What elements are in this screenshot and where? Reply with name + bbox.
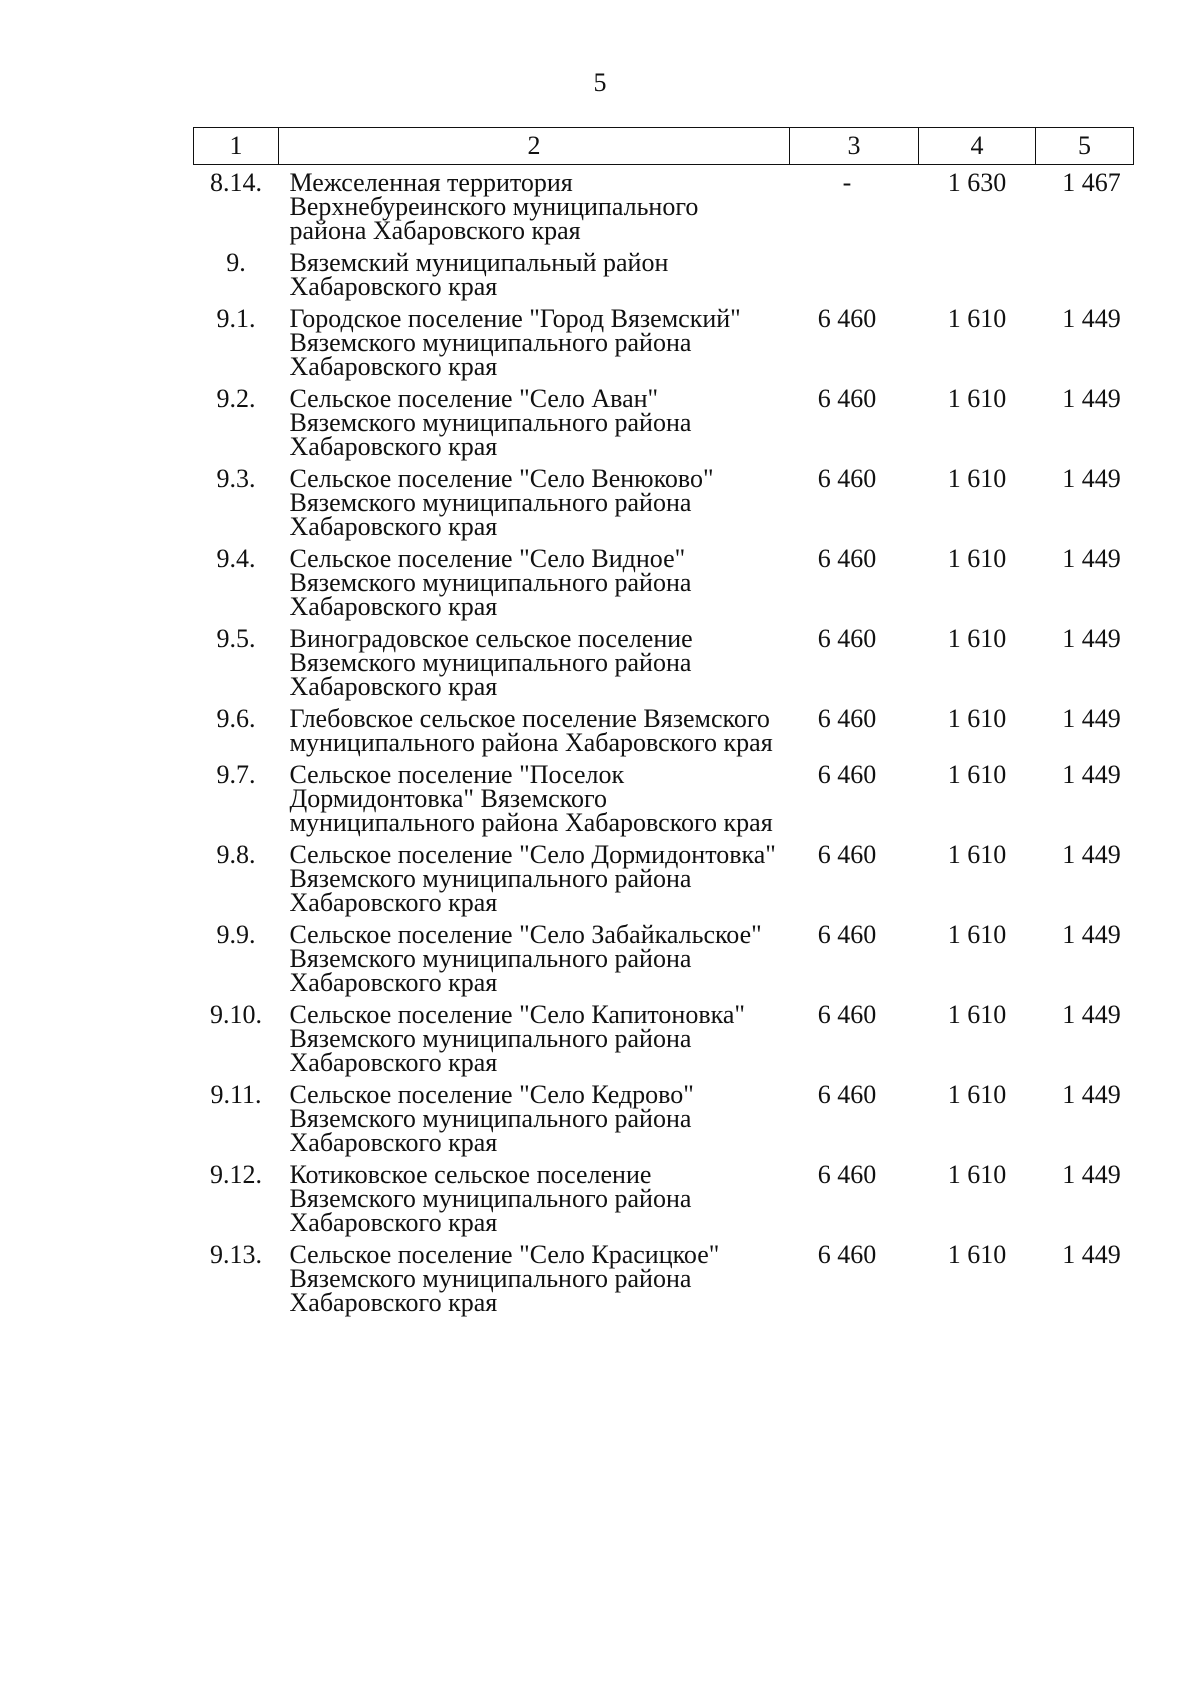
row-name: Сельское поселение "Село Видное" Вяземского муниципального района Хабаровского края [289,544,692,621]
row-name: Котиковское сельское поселение Вяземского муниципального района Хабаровского края [289,1160,692,1237]
row-number: 9.6. [216,704,256,733]
row-value-col-5: 1 449 [1062,384,1121,413]
row-number: 8.14. [210,168,262,197]
row-value-col-4: 1 630 [947,168,1007,197]
row-number: 9.4. [216,544,256,573]
row-value-col-3: - [842,168,852,197]
table-row [194,1235,1134,1315]
row-number: 9.5. [216,624,256,653]
table-row [194,1075,1134,1155]
row-number: 9.7. [216,760,256,789]
row-number: 9.13. [210,1240,262,1269]
row-value-col-5: 1 449 [1062,544,1121,573]
row-value-col-5: 1 449 [1062,1000,1121,1029]
row-number: 9.9. [216,920,256,949]
row-value-col-3: 6 460 [817,544,877,573]
row-value-col-4: 1 610 [947,384,1007,413]
row-name: Сельское поселение "Село Венюково" Вяземского муниципального района Хабаровского края [289,464,714,541]
row-value-col-5: 1 449 [1062,464,1121,493]
row-value-col-4: 1 610 [947,304,1007,333]
row-value-col-3: 6 460 [817,920,877,949]
row-value-col-3: 6 460 [817,1080,877,1109]
table-row [194,1155,1134,1235]
table-row [194,915,1134,995]
table-row [194,835,1134,915]
row-value-col-5: 1 449 [1062,704,1121,733]
row-value-col-3: 6 460 [817,1240,877,1269]
table-body [194,165,1134,1316]
row-value-col-4: 1 610 [947,1240,1007,1269]
row-value-col-3: 6 460 [817,384,877,413]
header-col-2: 2 [279,128,790,165]
row-value-col-4: 1 610 [947,1080,1007,1109]
row-name: Сельское поселение "Поселок Дормидонтовка" Вяземского муниципального района Хабаровского края [289,760,773,837]
row-value-col-3: 6 460 [817,760,877,789]
row-value-col-3: 6 460 [817,1000,877,1029]
row-value-col-3: 6 460 [817,1160,877,1189]
row-number: 9.1. [216,304,256,333]
row-value-col-4: 1 610 [947,464,1007,493]
row-value-col-5: 1 449 [1062,304,1121,333]
row-value-col-5: 1 449 [1062,1240,1121,1269]
row-value-col-4: 1 610 [947,544,1007,573]
row-name: Сельское поселение "Село Аван" Вяземского муниципального района Хабаровского края [289,384,692,461]
row-number: 9.3. [216,464,256,493]
row-value-col-5: 1 467 [1062,168,1121,197]
row-value-col-3 [790,243,919,299]
row-name: Сельское поселение "Село Красицкое" Вяземского муниципального района Хабаровского края [289,1240,720,1317]
row-number: 9.8. [216,840,256,869]
page-number: 5 [593,68,607,97]
row-value-col-5: 1 449 [1062,1160,1121,1189]
row-name: Городское поселение "Город Вяземский" Вяземского муниципального района Хабаровского края [289,304,741,381]
row-number: 9.11. [210,1080,262,1109]
row-name: Сельское поселение "Село Кедрово" Вяземского муниципального района Хабаровского края [289,1080,694,1157]
row-name: Сельское поселение "Село Забайкальское" Вяземского муниципального района Хабаровского края [289,920,762,997]
row-number: 9. [226,248,246,277]
row-value-col-5 [1036,243,1134,299]
row-value-col-4: 1 610 [947,840,1007,869]
header-col-1: 1 [194,128,279,165]
data-table [193,127,1134,1315]
row-value-col-5: 1 449 [1062,624,1121,653]
row-name: Сельское поселение "Село Капитоновка" Вяземского муниципального района Хабаровского края [289,1000,745,1077]
table-row [194,619,1134,699]
row-number: 9.2. [216,384,256,413]
table-row [194,699,1134,755]
row-name: Вяземский муниципальный район Хабаровского края [289,248,669,301]
row-value-col-3: 6 460 [817,304,877,333]
table-row [194,299,1134,379]
row-value-col-4: 1 610 [947,760,1007,789]
table-row [194,379,1134,459]
row-value-col-4: 1 610 [947,704,1007,733]
row-value-col-4 [919,243,1036,299]
header-col-5: 5 [1036,128,1134,165]
row-value-col-5: 1 449 [1062,920,1121,949]
row-value-col-3: 6 460 [817,624,877,653]
table-row [194,459,1134,539]
row-value-col-4: 1 610 [947,624,1007,653]
row-value-col-3: 6 460 [817,840,877,869]
table-row [194,755,1134,835]
row-value-col-5: 1 449 [1062,1080,1121,1109]
row-name: Виноградовское сельское поселение Вяземского муниципального района Хабаровского края [289,624,693,701]
row-number: 9.12. [210,1160,262,1189]
table-row [194,539,1134,619]
header-col-3: 3 [790,128,919,165]
row-value-col-4: 1 610 [947,1160,1007,1189]
table-header [194,128,1134,165]
table-row [194,995,1134,1075]
row-value-col-5: 1 449 [1062,840,1121,869]
row-name: Межселенная территория Верхнебуреинского муниципального района Хабаровского края [289,168,699,245]
header-col-4: 4 [919,128,1036,165]
row-value-col-4: 1 610 [947,920,1007,949]
row-value-col-4: 1 610 [947,1000,1007,1029]
row-number: 9.10. [210,1000,262,1029]
row-value-col-3: 6 460 [817,464,877,493]
table-row [194,165,1134,244]
row-value-col-3: 6 460 [817,704,877,733]
row-name: Сельское поселение "Село Дормидонтовка" Вяземского муниципального района Хабаровского края [289,840,776,917]
row-name: Глебовское сельское поселение Вяземского муниципального района Хабаровского края [289,704,773,757]
header-row [194,128,1134,165]
table-row [194,243,1134,299]
row-value-col-5: 1 449 [1062,760,1121,789]
